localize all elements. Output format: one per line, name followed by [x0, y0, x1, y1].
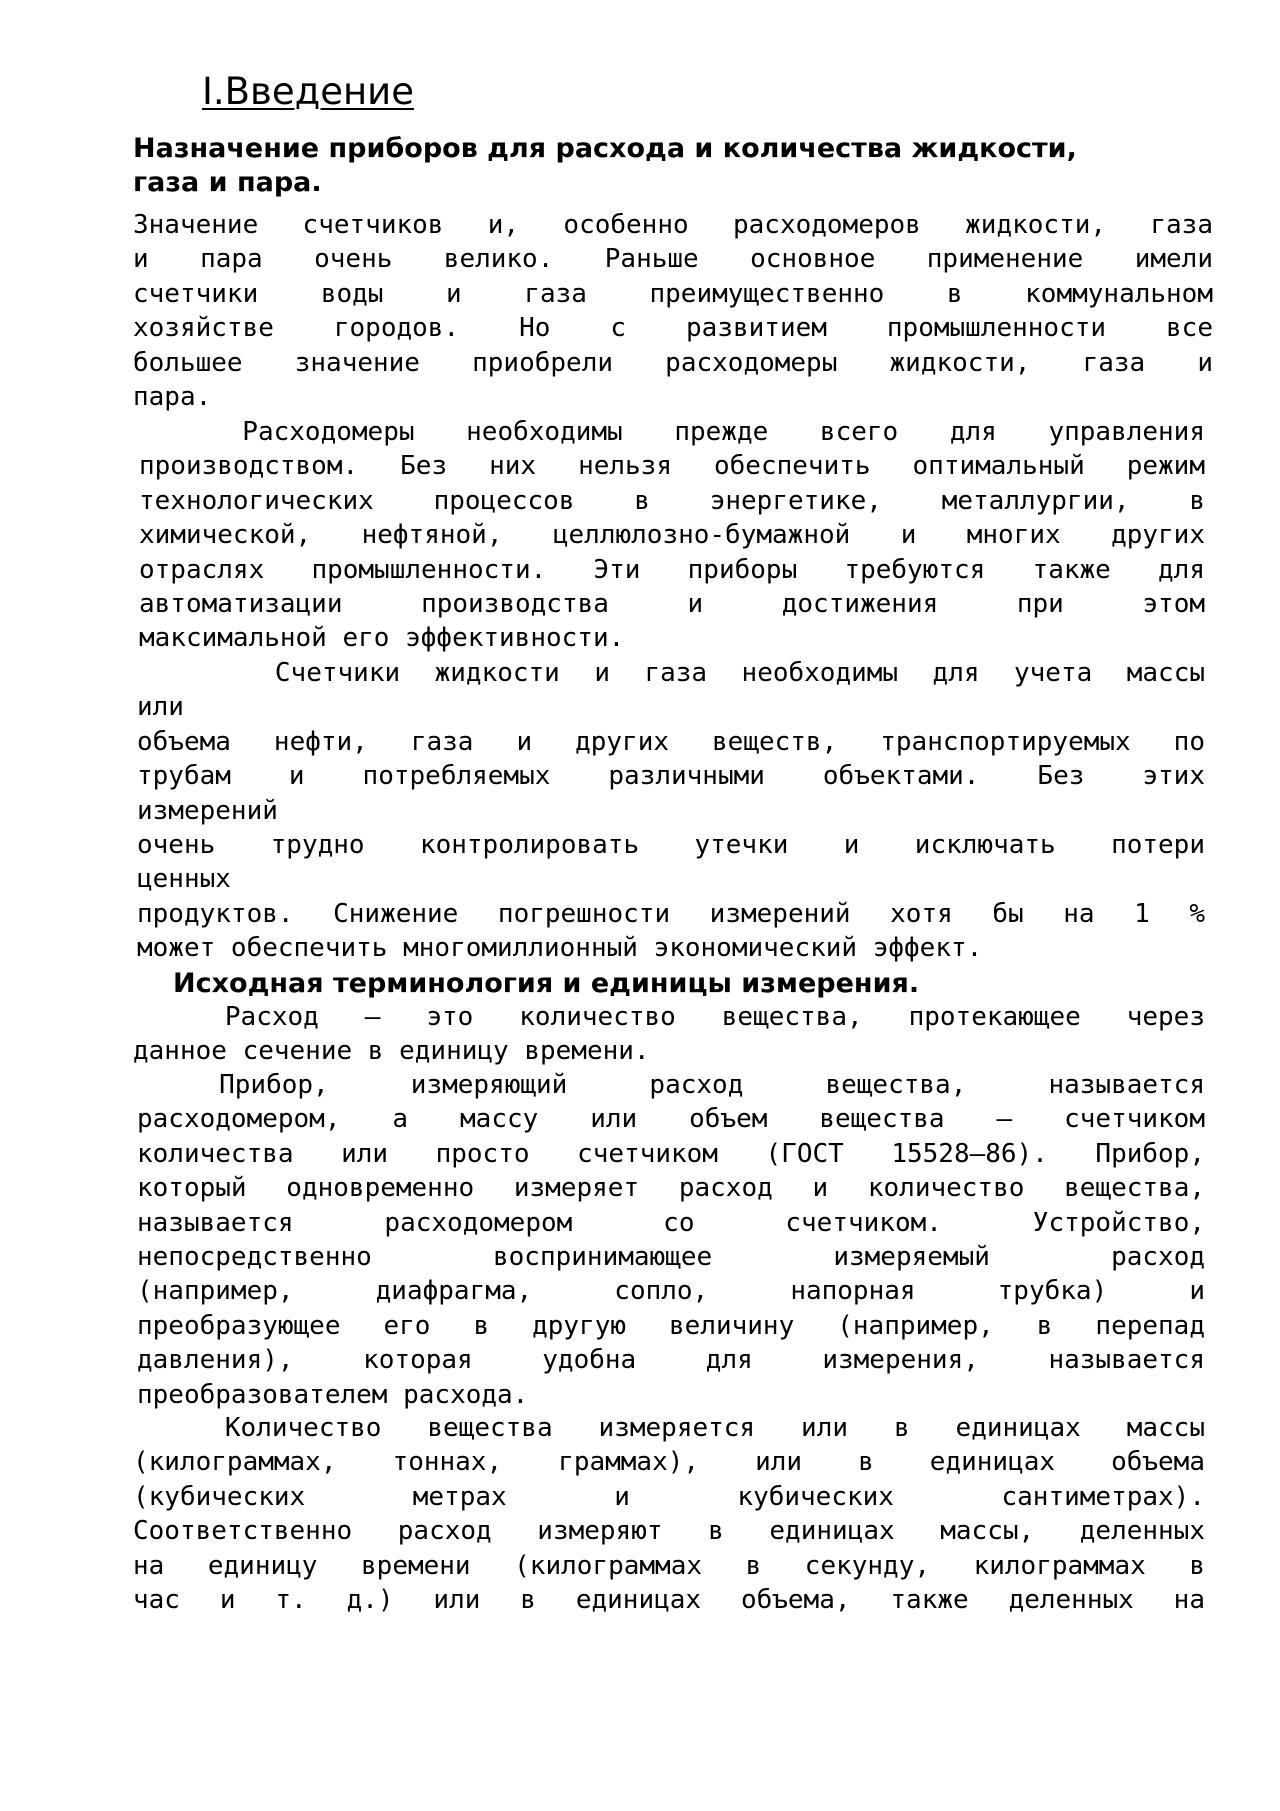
text-line: Прибор, измеряющий расход вещества, называется	[137, 1070, 1205, 1100]
text-line: час и т. д.) или в единицах объема, также деленных на	[133, 1585, 1205, 1616]
text-line: Счетчики жидкости и газа необходимы для учета массы	[137, 658, 1205, 688]
text-line: очень трудно контролировать утечки и исключать потери	[137, 830, 1205, 861]
section-heading-purpose	[133, 132, 1077, 200]
text-line: химической, нефтяной, целлюлозно-бумажной и многих других	[139, 520, 1205, 551]
text-line: производством. Без них нельзя обеспечить оптимальный режим	[139, 451, 1205, 482]
paragraph-flow-definition	[133, 1000, 1205, 1069]
text-line: максимальной его эффективности.	[139, 623, 625, 654]
text-line: или	[137, 692, 184, 723]
paragraph-meters-importance	[133, 208, 1213, 414]
text-line: трубам и потребляемых различными объектами. Без этих	[137, 761, 1205, 792]
text-line: большее значение приобрели расходомеры жидкости, газа и	[133, 347, 1213, 378]
text-line: непосредственно воспринимающее измеряемый расход	[137, 1242, 1205, 1273]
text-line: отраслях промышленности. Эти приборы требуются также для	[139, 554, 1205, 585]
text-line: и пара очень велико. Раньше основное применение имели	[133, 244, 1213, 275]
text-line: преобразующее его в другую величину (например, в перепад	[137, 1310, 1205, 1341]
text-line: называется расходомером со счетчиком. Устройство,	[137, 1207, 1205, 1238]
text-line: (например, диафрагма, сопло, напорная трубка) и	[137, 1276, 1205, 1307]
text-line: автоматизации производства и достижения при этом	[139, 589, 1205, 620]
text-line: Соответственно расход измеряют в единицах массы, деленных	[133, 1516, 1205, 1547]
text-line: Расходомеры необходимы прежде всего для управления	[139, 417, 1205, 447]
text-line: может обеспечить многомиллионный экономический эффект.	[137, 933, 983, 964]
section-heading-terminology: Исходная терминология и единицы измерения.	[173, 968, 920, 999]
text-line: который одновременно измеряет расход и количество вещества,	[137, 1173, 1205, 1204]
paragraph-device-definitions	[137, 1068, 1205, 1412]
text-line: объема нефти, газа и других веществ, транспортируемых по	[137, 726, 1205, 757]
heading-line: Назначение приборов для расхода и количества жидкости, газа и пара.	[133, 133, 1077, 198]
text-line: расходомером, а массу или объем вещества — счетчиком	[137, 1104, 1205, 1135]
text-line: хозяйстве городов. Но с развитием промышленности все	[133, 313, 1213, 344]
text-line: ценных	[137, 864, 231, 895]
paragraph-units	[133, 1411, 1205, 1617]
text-line: давления), которая удобна для измерения, называется	[137, 1345, 1205, 1376]
paragraph-flowmeters-production	[139, 415, 1205, 656]
text-line: Расход — это количество вещества, протекающее через	[133, 1002, 1205, 1032]
text-line: пара.	[133, 382, 212, 413]
text-line: Значение счетчиков и, особенно расходомеров жидкости, газа	[133, 210, 1213, 240]
text-line: на единицу времени (килограммах в секунду, килограммах в	[133, 1550, 1205, 1581]
text-line: Количество вещества измеряется или в единицах массы	[133, 1413, 1205, 1443]
text-line: счетчики воды и газа преимущественно в коммунальном	[133, 278, 1213, 309]
text-line: преобразователем расхода.	[137, 1379, 529, 1410]
text-line: продуктов. Снижение погрешности измерений хотя бы на 1 %	[137, 898, 1205, 929]
text-line: (кубических метрах и кубических сантиметрах).	[133, 1481, 1205, 1512]
text-line: измерений	[137, 795, 278, 826]
text-line: количества или просто счетчиком (ГОСТ 15528—86). Прибор,	[137, 1138, 1205, 1169]
page-title: I.Введение	[202, 70, 414, 113]
text-line: технологических процессов в энергетике, металлургии, в	[139, 485, 1205, 516]
text-line: данное сечение в единицу времени.	[133, 1036, 650, 1067]
paragraph-counters-accounting	[137, 656, 1205, 966]
text-line: (килограммах, тоннах, граммах), или в единицах объема	[133, 1447, 1205, 1478]
